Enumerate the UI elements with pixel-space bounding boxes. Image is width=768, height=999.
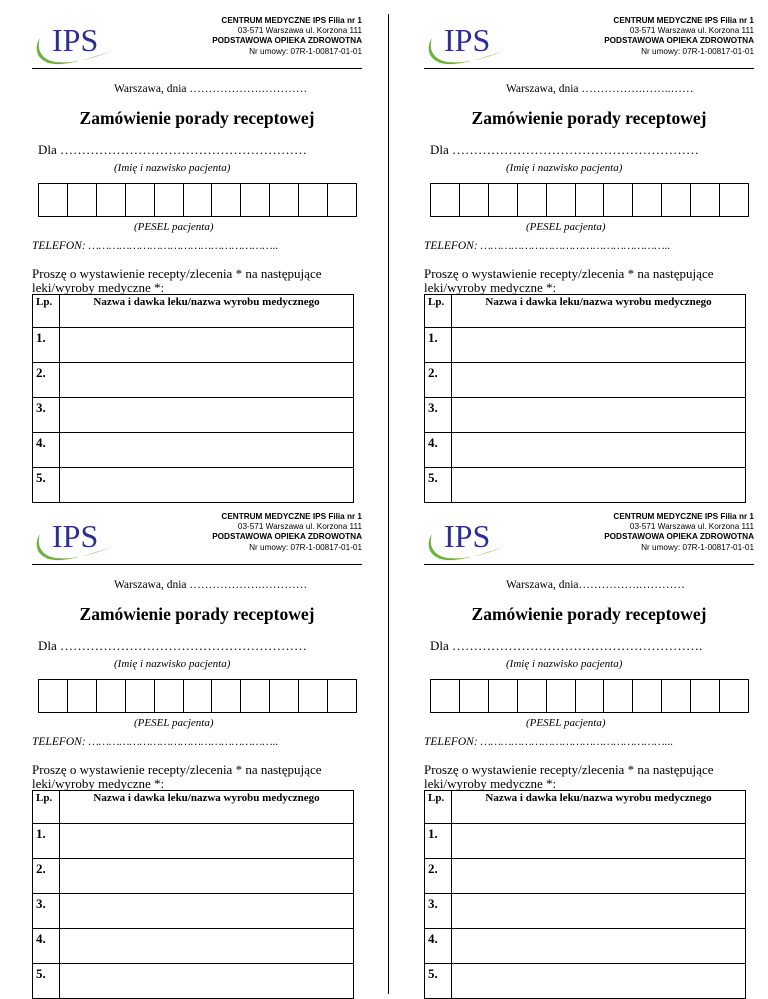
prescription-form	[424, 512, 754, 982]
pesel-digit-box[interactable]	[270, 184, 299, 216]
medication-entry-cell[interactable]	[60, 824, 354, 859]
pesel-digit-box[interactable]	[97, 184, 126, 216]
pesel-digit-box[interactable]	[662, 680, 691, 712]
pesel-boxes	[430, 183, 749, 217]
clinic-service: PODSTAWOWA OPIEKA ZDROWOTNA	[604, 36, 754, 46]
column-header-lp: Lp.	[33, 295, 60, 328]
pesel-digit-box[interactable]	[328, 680, 356, 712]
table-row	[33, 363, 354, 398]
medication-entry-cell[interactable]	[452, 468, 746, 503]
pesel-digit-box[interactable]	[126, 680, 155, 712]
clinic-header	[162, 512, 362, 553]
pesel-digit-box[interactable]	[460, 184, 489, 216]
form-title: Zamówienie porady receptowej	[471, 604, 707, 624]
row-number: 5.	[425, 964, 452, 999]
patient-name-line: Dla …………………………………………………	[38, 638, 308, 653]
table-row	[425, 433, 746, 468]
pesel-digit-box[interactable]	[212, 680, 241, 712]
logo-text: IPS	[444, 518, 491, 554]
pesel-digit-box[interactable]	[576, 680, 605, 712]
patient-name-line: Dla …………………………………………………	[430, 142, 700, 157]
table-row	[33, 929, 354, 964]
pesel-digit-box[interactable]	[604, 184, 633, 216]
logo-text: IPS	[444, 22, 491, 58]
ips-logo	[32, 512, 124, 566]
medication-entry-cell[interactable]	[60, 929, 354, 964]
column-header-name: Nazwa i dawka leku/nazwa wyrobu medycznego	[60, 295, 354, 328]
medication-entry-cell[interactable]	[452, 398, 746, 433]
form-title: Zamówienie porady receptowej	[79, 108, 315, 128]
ips-logo	[424, 16, 516, 70]
row-number: 3.	[33, 398, 60, 433]
pesel-digit-box[interactable]	[126, 184, 155, 216]
table-row	[33, 894, 354, 929]
request-text: Proszę o wystawienie recepty/zlecenia * na następujące leki/wyroby medyczne *:	[424, 762, 714, 791]
pesel-digit-box[interactable]	[155, 680, 184, 712]
row-number: 3.	[33, 894, 60, 929]
pesel-digit-box[interactable]	[720, 184, 748, 216]
row-number: 1.	[425, 824, 452, 859]
form-title: Zamówienie porady receptowej	[79, 604, 315, 624]
medication-entry-cell[interactable]	[452, 328, 746, 363]
column-header-name: Nazwa i dawka leku/nazwa wyrobu medycznego	[452, 295, 746, 328]
date-line: Warszawa, dnia…………….…………	[506, 579, 685, 591]
row-number: 4.	[425, 433, 452, 468]
ips-logo	[424, 512, 516, 566]
ips-logo	[32, 16, 124, 70]
column-header-lp: Lp.	[425, 791, 452, 824]
medication-table	[32, 294, 354, 503]
pesel-digit-box[interactable]	[299, 184, 328, 216]
table-row	[33, 328, 354, 363]
request-text: Proszę o wystawienie recepty/zlecenia * na następujące leki/wyroby medyczne *:	[424, 266, 714, 295]
clinic-contract: Nr umowy: 07R-1-00817-01-01	[641, 542, 754, 552]
pesel-digit-box[interactable]	[518, 184, 547, 216]
pesel-digit-box[interactable]	[212, 184, 241, 216]
medication-entry-cell[interactable]	[60, 964, 354, 999]
table-row	[425, 894, 746, 929]
prescription-form	[424, 16, 754, 486]
table-row	[425, 824, 746, 859]
row-number: 4.	[425, 929, 452, 964]
pesel-digit-box[interactable]	[547, 184, 576, 216]
pesel-digit-box[interactable]	[68, 184, 97, 216]
row-number: 5.	[33, 468, 60, 503]
phone-line: TELEFON: ………………………………………………...	[424, 736, 674, 748]
clinic-contract: Nr umowy: 07R-1-00817-01-01	[249, 542, 362, 552]
medication-entry-cell[interactable]	[452, 964, 746, 999]
pesel-digit-box[interactable]	[39, 184, 68, 216]
patient-name-hint: (Imię i nazwisko pacjenta)	[506, 658, 623, 670]
table-row	[33, 859, 354, 894]
clinic-contract: Nr umowy: 07R-1-00817-01-01	[249, 46, 362, 56]
pesel-hint: (PESEL pacjenta)	[526, 717, 606, 729]
table-row	[33, 433, 354, 468]
clinic-name: CENTRUM MEDYCZNE IPS Filia nr 1	[613, 512, 754, 521]
table-row	[33, 824, 354, 859]
pesel-digit-box[interactable]	[241, 680, 270, 712]
medication-table	[32, 790, 354, 999]
pesel-digit-box[interactable]	[489, 184, 518, 216]
patient-name-line: Dla …………………………………………………	[38, 142, 308, 157]
logo-text: IPS	[52, 518, 99, 554]
row-number: 4.	[33, 929, 60, 964]
medication-table	[424, 790, 746, 999]
clinic-header	[162, 16, 362, 57]
column-header-lp: Lp.	[425, 295, 452, 328]
date-line: Warszawa, dnia …………….……..……	[506, 83, 694, 95]
column-header-name: Nazwa i dawka leku/nazwa wyrobu medycznego	[60, 791, 354, 824]
clinic-service: PODSTAWOWA OPIEKA ZDROWOTNA	[212, 36, 362, 46]
patient-name-hint: (Imię i nazwisko pacjenta)	[114, 162, 231, 174]
pesel-digit-box[interactable]	[633, 680, 662, 712]
pesel-digit-box[interactable]	[633, 184, 662, 216]
logo-text: IPS	[52, 22, 99, 58]
clinic-address: 03-571 Warszawa ul. Korzona 111	[629, 522, 754, 532]
phone-line: TELEFON: ………………………………………………..	[32, 736, 279, 748]
row-number: 1.	[425, 328, 452, 363]
row-number: 2.	[33, 859, 60, 894]
table-row	[33, 398, 354, 433]
date-line: Warszawa, dnia ……………….…………	[114, 579, 308, 591]
header-rule	[424, 564, 754, 565]
pesel-digit-box[interactable]	[691, 680, 720, 712]
clinic-name: CENTRUM MEDYCZNE IPS Filia nr 1	[613, 16, 754, 25]
column-header-lp: Lp.	[33, 791, 60, 824]
table-row	[425, 964, 746, 999]
row-number: 3.	[425, 894, 452, 929]
pesel-digit-box[interactable]	[576, 184, 605, 216]
patient-name-hint: (Imię i nazwisko pacjenta)	[114, 658, 231, 670]
pesel-digit-box[interactable]	[328, 184, 356, 216]
pesel-boxes	[38, 679, 357, 713]
row-number: 5.	[33, 964, 60, 999]
row-number: 2.	[33, 363, 60, 398]
clinic-address: 03-571 Warszawa ul. Korzona 111	[629, 26, 754, 36]
clinic-service: PODSTAWOWA OPIEKA ZDROWOTNA	[212, 532, 362, 542]
pesel-digit-box[interactable]	[691, 184, 720, 216]
clinic-name: CENTRUM MEDYCZNE IPS Filia nr 1	[221, 512, 362, 521]
medication-entry-cell[interactable]	[60, 398, 354, 433]
pesel-digit-box[interactable]	[39, 680, 68, 712]
pesel-digit-box[interactable]	[604, 680, 633, 712]
medication-table	[424, 294, 746, 503]
pesel-digit-box[interactable]	[547, 680, 576, 712]
date-line: Warszawa, dnia ……………….…………	[114, 83, 308, 95]
table-row	[425, 328, 746, 363]
pesel-hint: (PESEL pacjenta)	[526, 221, 606, 233]
row-number: 5.	[425, 468, 452, 503]
pesel-digit-box[interactable]	[97, 680, 126, 712]
phone-line: TELEFON: ………………………………………………..	[32, 240, 279, 252]
clinic-service: PODSTAWOWA OPIEKA ZDROWOTNA	[604, 532, 754, 542]
pesel-digit-box[interactable]	[431, 184, 460, 216]
medication-entry-cell[interactable]	[60, 328, 354, 363]
header-rule	[32, 68, 362, 69]
phone-line: TELEFON: ………………………………………………..	[424, 240, 671, 252]
request-text: Proszę o wystawienie recepty/zlecenia * na następujące leki/wyroby medyczne *:	[32, 762, 322, 791]
pesel-boxes	[38, 183, 357, 217]
request-text: Proszę o wystawienie recepty/zlecenia * na następujące leki/wyroby medyczne *:	[32, 266, 322, 295]
clinic-address: 03-571 Warszawa ul. Korzona 111	[237, 26, 362, 36]
medication-entry-cell[interactable]	[452, 363, 746, 398]
form-title: Zamówienie porady receptowej	[471, 108, 707, 128]
header-rule	[424, 68, 754, 69]
table-row	[425, 929, 746, 964]
medication-entry-cell[interactable]	[452, 859, 746, 894]
clinic-header	[554, 512, 754, 553]
pesel-digit-box[interactable]	[431, 680, 460, 712]
medication-entry-cell[interactable]	[452, 824, 746, 859]
medication-entry-cell[interactable]	[60, 363, 354, 398]
pesel-digit-box[interactable]	[489, 680, 518, 712]
patient-name-hint: (Imię i nazwisko pacjenta)	[506, 162, 623, 174]
page-divider	[388, 14, 389, 994]
column-header-name: Nazwa i dawka leku/nazwa wyrobu medycznego	[452, 791, 746, 824]
prescription-form	[32, 512, 362, 982]
pesel-digit-box[interactable]	[184, 680, 213, 712]
pesel-digit-box[interactable]	[184, 184, 213, 216]
row-number: 2.	[425, 363, 452, 398]
medication-entry-cell[interactable]	[60, 894, 354, 929]
medication-entry-cell[interactable]	[60, 433, 354, 468]
medication-entry-cell[interactable]	[452, 433, 746, 468]
medication-entry-cell[interactable]	[452, 929, 746, 964]
table-row	[33, 468, 354, 503]
clinic-name: CENTRUM MEDYCZNE IPS Filia nr 1	[221, 16, 362, 25]
row-number: 4.	[33, 433, 60, 468]
row-number: 2.	[425, 859, 452, 894]
table-row	[425, 468, 746, 503]
pesel-boxes	[430, 679, 749, 713]
table-row	[425, 363, 746, 398]
clinic-contract: Nr umowy: 07R-1-00817-01-01	[641, 46, 754, 56]
row-number: 1.	[33, 328, 60, 363]
pesel-digit-box[interactable]	[720, 680, 748, 712]
pesel-hint: (PESEL pacjenta)	[134, 717, 214, 729]
pesel-digit-box[interactable]	[68, 680, 97, 712]
clinic-address: 03-571 Warszawa ul. Korzona 111	[237, 522, 362, 532]
header-rule	[32, 564, 362, 565]
clinic-header	[554, 16, 754, 57]
prescription-form	[32, 16, 362, 486]
row-number: 3.	[425, 398, 452, 433]
row-number: 1.	[33, 824, 60, 859]
pesel-digit-box[interactable]	[518, 680, 547, 712]
pesel-digit-box[interactable]	[270, 680, 299, 712]
table-row	[425, 398, 746, 433]
table-row	[425, 859, 746, 894]
pesel-hint: (PESEL pacjenta)	[134, 221, 214, 233]
medication-entry-cell[interactable]	[452, 894, 746, 929]
pesel-digit-box[interactable]	[662, 184, 691, 216]
pesel-digit-box[interactable]	[155, 184, 184, 216]
pesel-digit-box[interactable]	[460, 680, 489, 712]
patient-name-line: Dla ………………………………………………….	[430, 638, 703, 653]
table-row	[33, 964, 354, 999]
medication-entry-cell[interactable]	[60, 859, 354, 894]
pesel-digit-box[interactable]	[299, 680, 328, 712]
medication-entry-cell[interactable]	[60, 468, 354, 503]
pesel-digit-box[interactable]	[241, 184, 270, 216]
